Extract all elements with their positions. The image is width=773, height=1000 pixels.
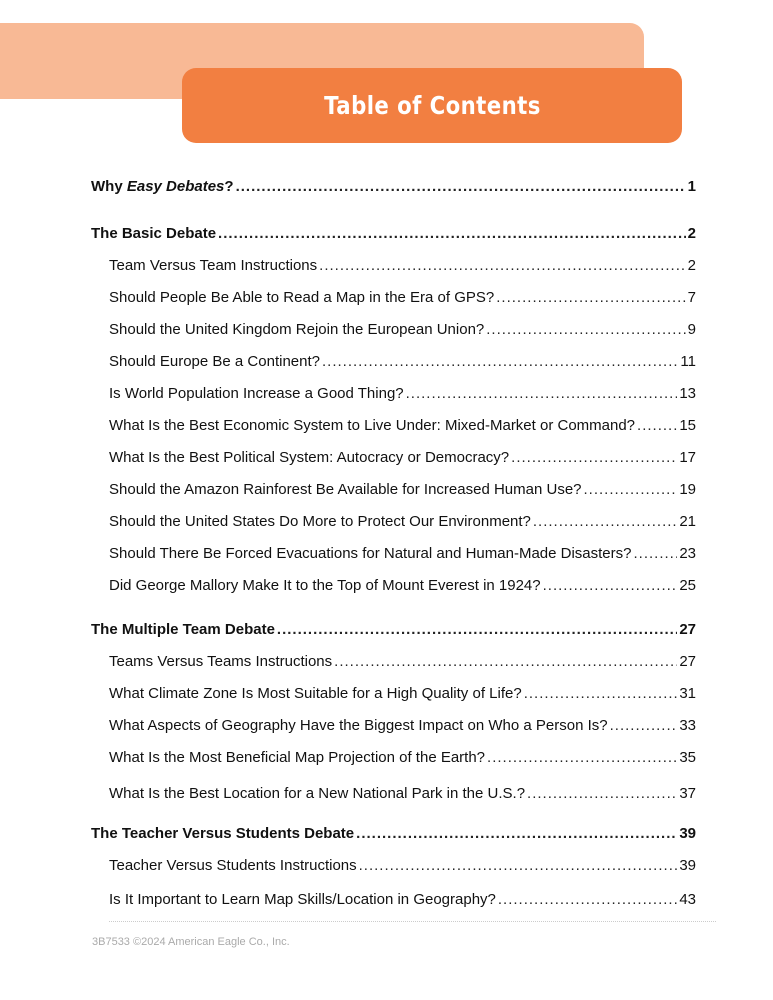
dot-leader (524, 683, 678, 705)
toc-entry-title-text: What Aspects of Geography Have the Biggest Impact on Who a Person Is? (109, 717, 608, 734)
toc-page-number: 31 (679, 685, 696, 702)
dot-leader (486, 319, 685, 341)
dot-leader (634, 543, 678, 565)
toc-page-number: 25 (679, 577, 696, 594)
toc-entry[interactable] (91, 351, 696, 383)
toc-entry-title-text: What Is the Best Political System: Autocracy or Democracy? (109, 449, 510, 466)
toc-entry-title-text: Should There Be Forced Evacuations for Natural and Human-Made Disasters? (109, 545, 632, 562)
toc-entry-title (109, 651, 332, 673)
toc-section-heading[interactable] (91, 223, 696, 255)
toc-page-number: 39 (679, 857, 696, 874)
dot-leader (487, 747, 677, 769)
table-of-contents (91, 176, 696, 921)
toc-entry-title (109, 683, 522, 705)
toc-entry-title (109, 479, 582, 501)
toc-entry-title-text: What Is the Best Economic System to Live Under: Mixed-Market or Command? (109, 417, 636, 434)
toc-entry[interactable] (91, 255, 696, 287)
toc-entry-title-italic: Easy Debates (126, 178, 225, 195)
toc-page-number: 11 (680, 353, 696, 370)
toc-entry[interactable] (91, 447, 696, 479)
toc-entry-title-text: Is World Population Increase a Good Thing? (109, 385, 404, 402)
toc-page-number: 27 (679, 621, 696, 638)
dot-leader (359, 855, 678, 877)
toc-entry-title (109, 543, 632, 565)
dot-leader (322, 351, 678, 373)
toc-entry[interactable] (91, 651, 696, 683)
dot-leader (511, 447, 677, 469)
toc-page-number: 15 (679, 417, 696, 434)
toc-entry-title-text: The Basic Debate (91, 225, 217, 242)
toc-page-number: 21 (679, 513, 696, 530)
toc-entry-title-text: What Is the Best Location for a New National Park in the U.S.? (109, 785, 526, 802)
toc-page-number: 43 (679, 891, 696, 908)
toc-page-number: 13 (679, 385, 696, 402)
toc-entry[interactable] (91, 715, 696, 747)
toc-entry-title-text: Should the United States Do More to Protect Our Environment? (109, 513, 531, 530)
dot-leader (610, 715, 678, 737)
toc-entry-title (109, 447, 509, 469)
toc-page-number: 33 (679, 717, 696, 734)
toc-entry-title (109, 415, 635, 437)
toc-entry-title (109, 855, 357, 877)
toc-page-number: 23 (679, 545, 696, 562)
dot-leader (334, 651, 677, 673)
toc-entry[interactable] (91, 511, 696, 543)
toc-entry-title (109, 255, 317, 277)
toc-entry-title-text: What Climate Zone Is Most Suitable for a High Quality of Life? (109, 685, 522, 702)
toc-entry-title (91, 823, 354, 845)
toc-entry-title (109, 715, 608, 737)
dot-leader (319, 255, 686, 277)
toc-section-heading[interactable] (91, 176, 696, 208)
toc-entry-title-suffix: ? (224, 178, 234, 195)
toc-page-number: 2 (687, 257, 696, 274)
toc-entry[interactable] (91, 383, 696, 415)
toc-page-number: 1 (687, 178, 696, 195)
toc-page-number: 7 (687, 289, 696, 306)
toc-entry-title (109, 383, 404, 405)
toc-entry[interactable] (91, 575, 696, 607)
toc-page-number: 37 (679, 785, 696, 802)
toc-entry[interactable] (91, 479, 696, 511)
toc-entry[interactable] (91, 287, 696, 319)
toc-entry-title (91, 619, 275, 641)
toc-entry-title (109, 747, 485, 769)
toc-entry-title-text: The Multiple Team Debate (91, 621, 275, 638)
dot-leader (236, 176, 686, 198)
toc-entry-title-text: Teams Versus Teams Instructions (109, 653, 333, 670)
toc-entry-title-text: Is It Important to Learn Map Skills/Location in Geography? (109, 891, 496, 908)
toc-entry[interactable] (91, 855, 696, 887)
toc-entry-title (109, 511, 531, 533)
toc-page-number: 35 (679, 749, 696, 766)
toc-entry-title (91, 223, 216, 245)
toc-entry-title (109, 287, 494, 309)
toc-entry-title-text: Team Versus Team Instructions (109, 257, 318, 274)
toc-entry-title (109, 575, 541, 597)
footer-divider (109, 921, 716, 922)
toc-entry-title-text: Should the United Kingdom Rejoin the European Union? (109, 321, 485, 338)
toc-entry-title-text: Why (91, 178, 127, 195)
toc-entry[interactable] (91, 319, 696, 351)
dot-leader (496, 287, 685, 309)
toc-entry-title-text: Should Europe Be a Continent? (109, 353, 320, 370)
dot-leader (637, 415, 677, 437)
dot-leader (356, 823, 677, 845)
toc-entry[interactable] (91, 683, 696, 715)
toc-entry-title-text: Teacher Versus Students Instructions (109, 857, 357, 874)
toc-section-heading[interactable] (91, 619, 696, 651)
title-banner (182, 68, 682, 143)
toc-entry[interactable] (91, 747, 696, 779)
toc-entry-title (109, 319, 484, 341)
toc-entry-title (109, 351, 320, 373)
toc-entry[interactable] (91, 415, 696, 447)
toc-entry[interactable] (91, 543, 696, 575)
dot-leader (406, 383, 678, 405)
toc-entry-title (91, 176, 234, 198)
toc-page-number: 9 (687, 321, 696, 338)
toc-page-number: 17 (679, 449, 696, 466)
footer-copyright: 3B7533 ©2024 American Eagle Co., Inc. (92, 936, 290, 948)
toc-entry-title-text: Should the Amazon Rainforest Be Available for Increased Human Use? (109, 481, 582, 498)
toc-entry-title (109, 783, 525, 805)
toc-entry-title-text: What Is the Most Beneficial Map Projection of the Earth? (109, 749, 486, 766)
toc-page-number: 39 (679, 825, 696, 842)
dot-leader (218, 223, 686, 245)
toc-section-heading[interactable] (91, 823, 696, 855)
toc-entry[interactable] (91, 783, 696, 815)
dot-leader (543, 575, 678, 597)
dot-leader (498, 889, 677, 911)
toc-page-number: 19 (679, 481, 696, 498)
dot-leader (527, 783, 677, 805)
toc-page-number: 27 (679, 653, 696, 670)
dot-leader (277, 619, 677, 641)
toc-page-number: 2 (687, 225, 696, 242)
dot-leader (533, 511, 677, 533)
page-title: Table of Contents (323, 91, 541, 120)
toc-entry-title-text: Did George Mallory Make It to the Top of Mount Everest in 1924? (109, 577, 541, 594)
toc-entry-title-text: The Teacher Versus Students Debate (91, 825, 355, 842)
dot-leader (584, 479, 678, 501)
toc-entry[interactable] (91, 889, 696, 921)
toc-entry-title (109, 889, 496, 911)
toc-entry-title-text: Should People Be Able to Read a Map in the Era of GPS? (109, 289, 495, 306)
